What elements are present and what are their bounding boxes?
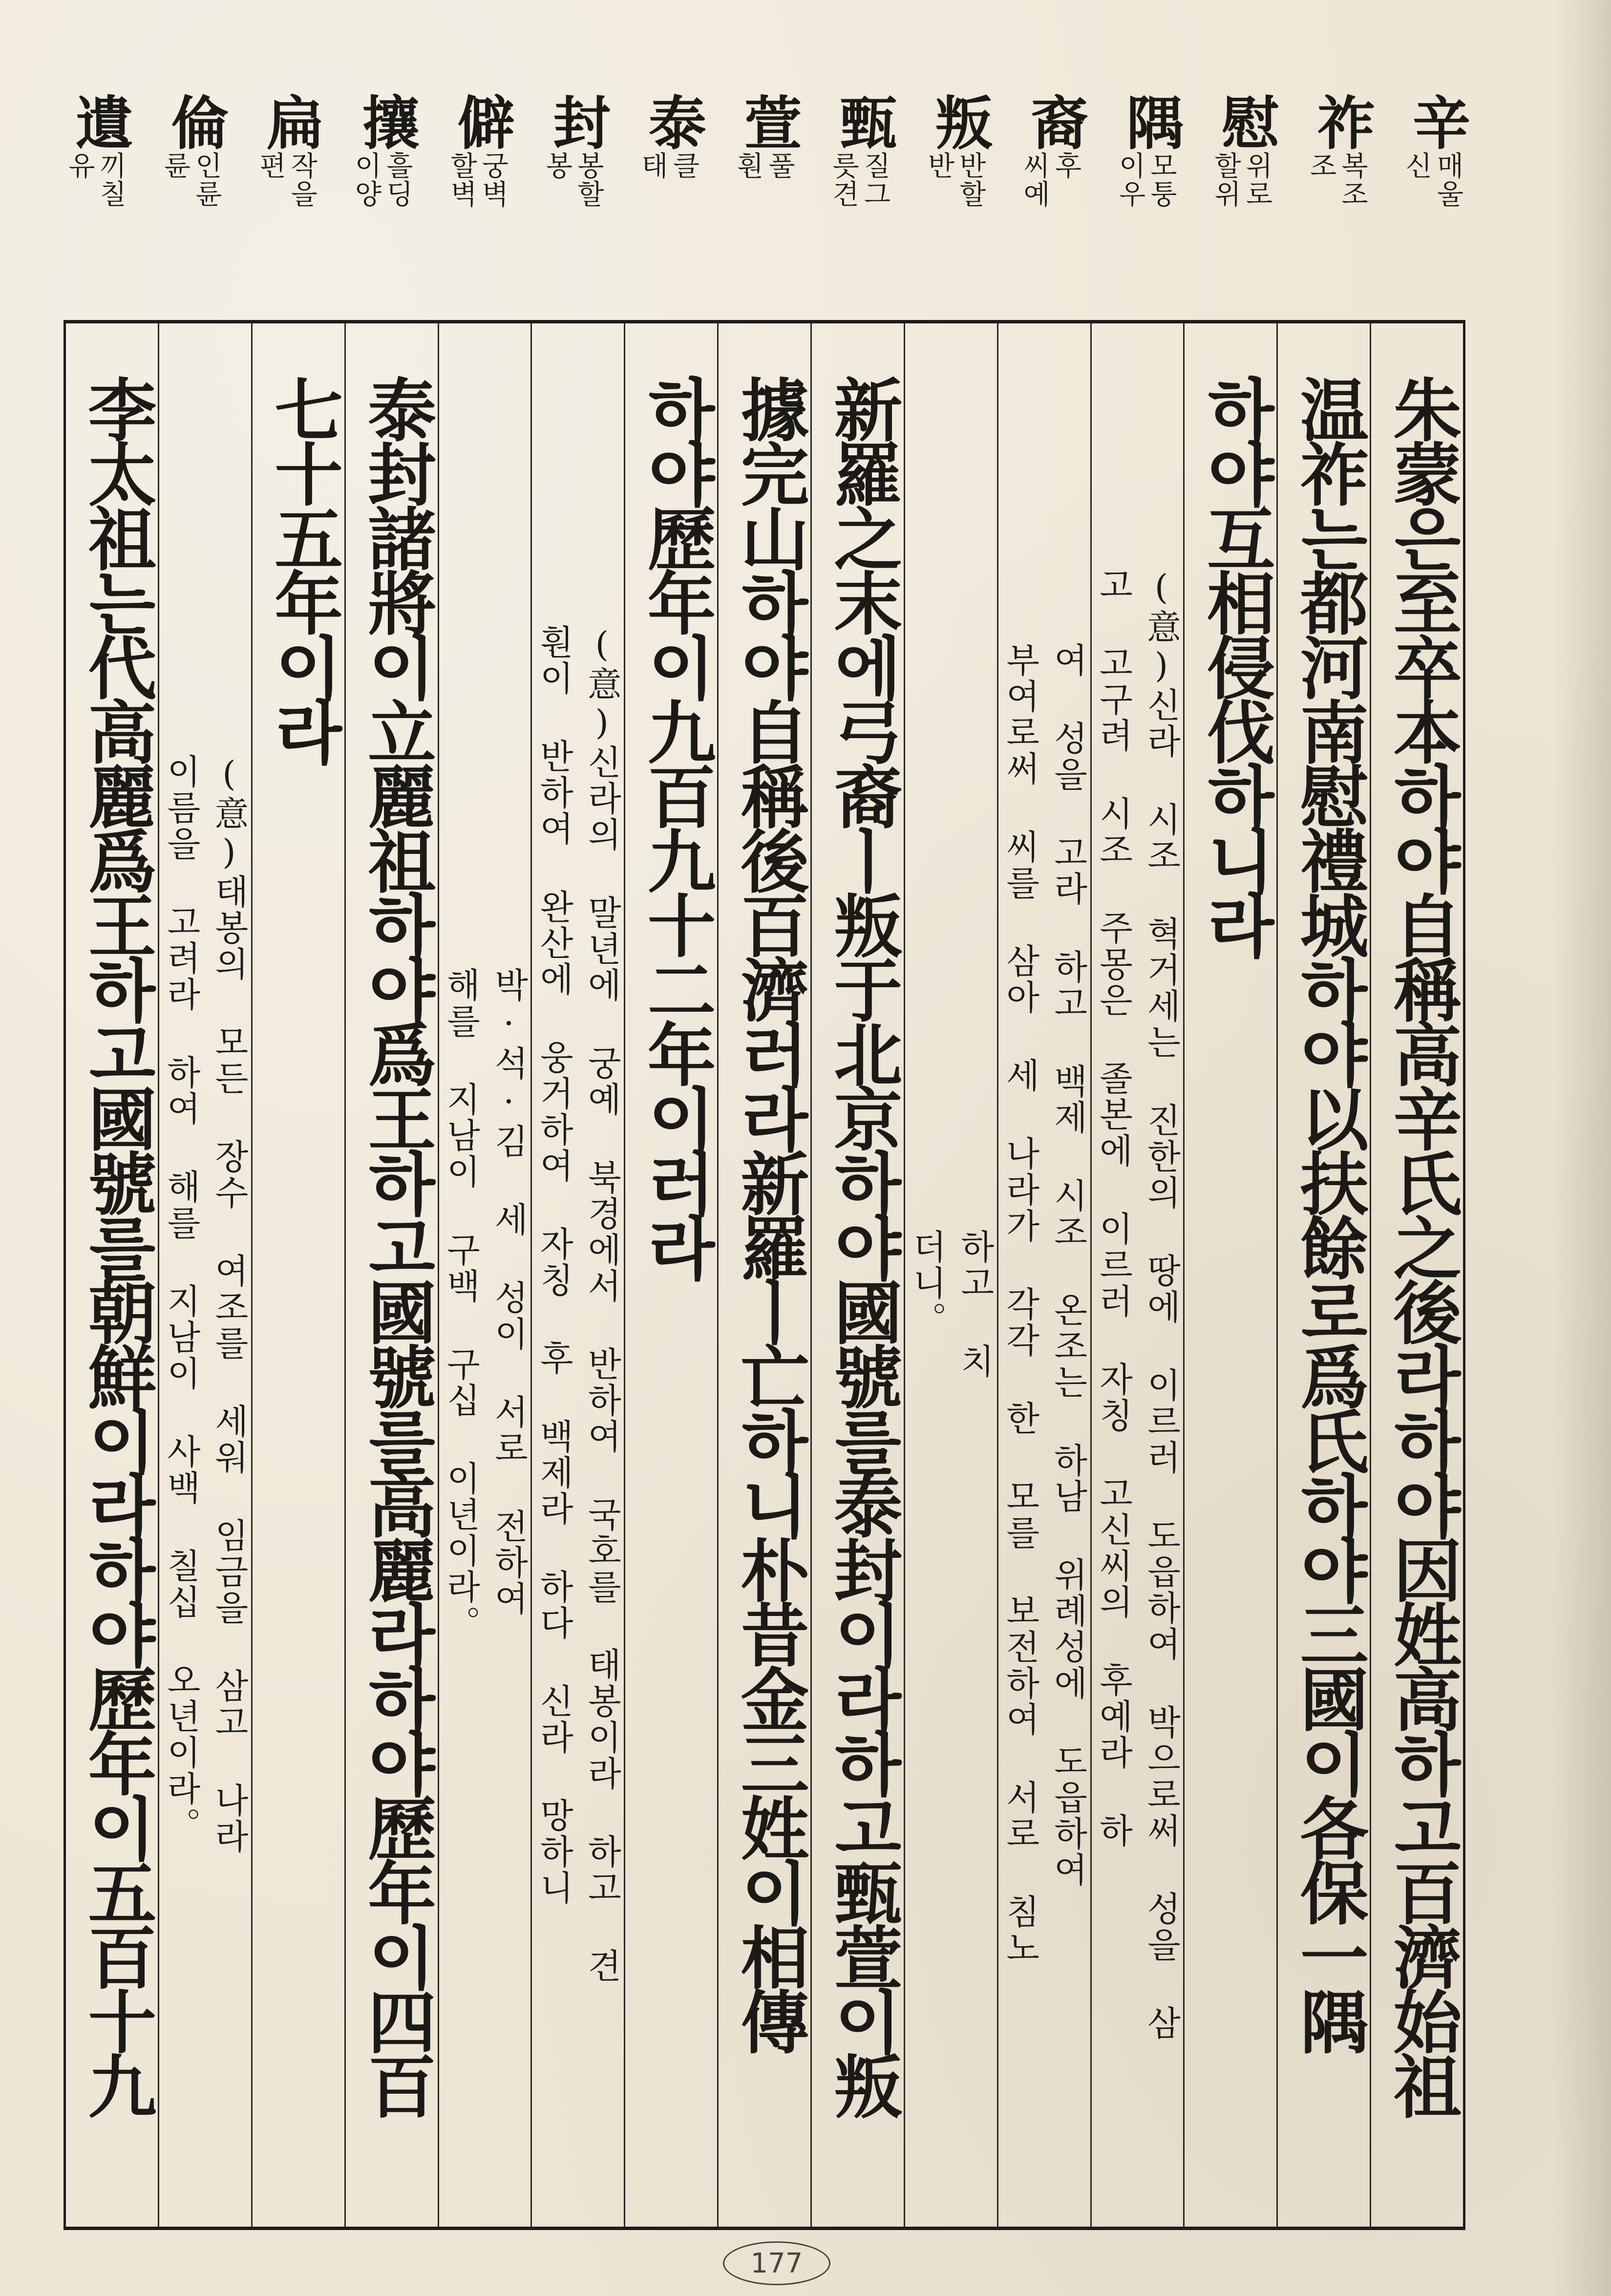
korean-translation-text: (意)신라 시조 혁거세는 진한의 땅에 이르러 도읍하여 박으로써 성을 삼 고 고구려 시조 주몽은 졸본에 이르러 자칭 고신씨의 후예라 하 — [1093, 567, 1182, 2041]
text-columns — [66, 323, 1463, 2227]
glossary-char: 封 — [543, 93, 612, 149]
glossary-char: 裔 — [1020, 93, 1089, 149]
korean-translation-column — [530, 323, 624, 2227]
glossary-entry — [636, 93, 707, 308]
glossary-char: 扁 — [256, 93, 325, 149]
glossary-gloss: 매울 신 — [1400, 151, 1464, 208]
glossary-entry — [445, 93, 516, 308]
glossary-entry — [1305, 93, 1376, 308]
hanja-column: 七十五年이라 — [251, 323, 344, 2227]
glossary-entry — [159, 93, 230, 308]
glossary-char: 甄 — [829, 93, 898, 149]
glossary-gloss: 클 태 — [636, 151, 700, 180]
glossary-entry — [1018, 93, 1089, 308]
glossary-gloss: 작을 편 — [254, 151, 318, 208]
korean-translation-text: 박·석·김 세 성이 서로 전하여 해를 지남이 구백 구십 이년이라。 — [441, 967, 529, 1641]
hanja-column: 温祚는都河南慰禮城하야以扶餘로爲氏하야三國이各保一隅 — [1276, 323, 1370, 2227]
hanja-column: 朱蒙은至卒本하야自稱高辛氏之後라하야因姓高하고百濟始祖 — [1370, 323, 1463, 2227]
glossary-gloss: 봉할 봉 — [541, 151, 605, 208]
korean-translation-column — [1090, 323, 1184, 2227]
page-number-circle — [723, 2241, 830, 2285]
glossary-gloss: 궁벽 할벽 — [445, 151, 509, 208]
glossary-char: 萱 — [734, 93, 803, 149]
glossary-header — [64, 93, 1471, 308]
glossary-gloss: 모퉁 이우 — [1114, 151, 1178, 208]
glossary-gloss: 흘딩 이양 — [350, 151, 414, 208]
page-number-text: 177 — [750, 2247, 803, 2279]
korean-translation-column — [997, 323, 1090, 2227]
glossary-gloss: 위로 할위 — [1209, 151, 1273, 208]
hanja-column: 新羅之末에弓裔ㅣ叛于北京하야國號를泰封이라하고甄萱이叛 — [810, 323, 904, 2227]
hanja-column: 泰封諸將이立麗祖하야爲王하고國號를高麗라하야歷年이四百 — [344, 323, 438, 2227]
glossary-entry — [827, 93, 898, 308]
glossary-gloss: 인륜 륜 — [159, 151, 223, 208]
glossary-char: 遺 — [65, 93, 134, 149]
glossary-gloss: 질그 릇견 — [827, 151, 891, 208]
page-edge-shadow — [1552, 0, 1611, 2296]
glossary-char: 攘 — [352, 93, 421, 149]
glossary-entry — [732, 93, 803, 308]
glossary-gloss: 후 씨예 — [1018, 151, 1082, 208]
korean-translation-text: (意)신라의 말년에 궁예 북경에서 반하여 국호를 태봉이라 하고 견 훤이 반하여 완산에 웅거하여 자칭 후 백제라 하다 신라 망하니 — [534, 624, 622, 1984]
glossary-char: 隅 — [1116, 93, 1185, 149]
page-number — [723, 2241, 830, 2285]
glossary-entry — [64, 93, 134, 308]
main-text-frame — [64, 320, 1465, 2230]
hanja-column: 하야互相侵伐하니라 — [1183, 323, 1276, 2227]
korean-translation-text: 하고 치 더니。 — [907, 1229, 995, 1380]
glossary-gloss: 끼칠 유 — [64, 151, 127, 208]
glossary-entry — [350, 93, 421, 308]
glossary-entry — [254, 93, 325, 308]
hanja-column: 李太祖는代高麗爲王하고國號를朝鮮이라하야歷年이五百十九 — [76, 375, 157, 2116]
glossary-char: 祚 — [1307, 93, 1376, 149]
korean-translation-column — [158, 323, 251, 2227]
glossary-char: 僻 — [447, 93, 516, 149]
hanja-column: 據完山하야自稱後百濟러라新羅ㅣ亡하니朴昔金三姓이相傳 — [717, 323, 810, 2227]
glossary-gloss: 반할 반 — [923, 151, 987, 208]
glossary-entry — [923, 93, 994, 308]
hanja-column: 하야歷年이九百九十二年이러라 — [624, 323, 717, 2227]
glossary-char: 慰 — [1211, 93, 1280, 149]
korean-translation-column — [438, 323, 531, 2227]
glossary-char: 辛 — [1403, 93, 1471, 149]
glossary-entry — [1114, 93, 1185, 308]
glossary-entry — [1209, 93, 1280, 308]
glossary-entry — [541, 93, 612, 308]
glossary-entry — [1400, 93, 1471, 308]
glossary-char: 倫 — [161, 93, 230, 149]
korean-translation-text: (意)태봉의 모든 장수 여조를 세워 임금을 삼고 나라 이름을 고려라 하여 해를 지남이 사백 칠십 오년이라。 — [161, 754, 249, 1855]
glossary-char: 泰 — [638, 93, 707, 149]
glossary-gloss: 복조 조 — [1305, 151, 1369, 208]
glossary-char: 叛 — [925, 93, 994, 149]
korean-translation-column — [904, 323, 997, 2227]
glossary-gloss: 풀 훤 — [732, 151, 796, 180]
korean-translation-text: 여 성을 고라 하고 백제 시조 온조는 하남 위례성에 도읍하여 부여로써 씨를 삼아 세 나라가 각각 한 모를 보전하여 서로 침노 — [1000, 642, 1088, 1966]
